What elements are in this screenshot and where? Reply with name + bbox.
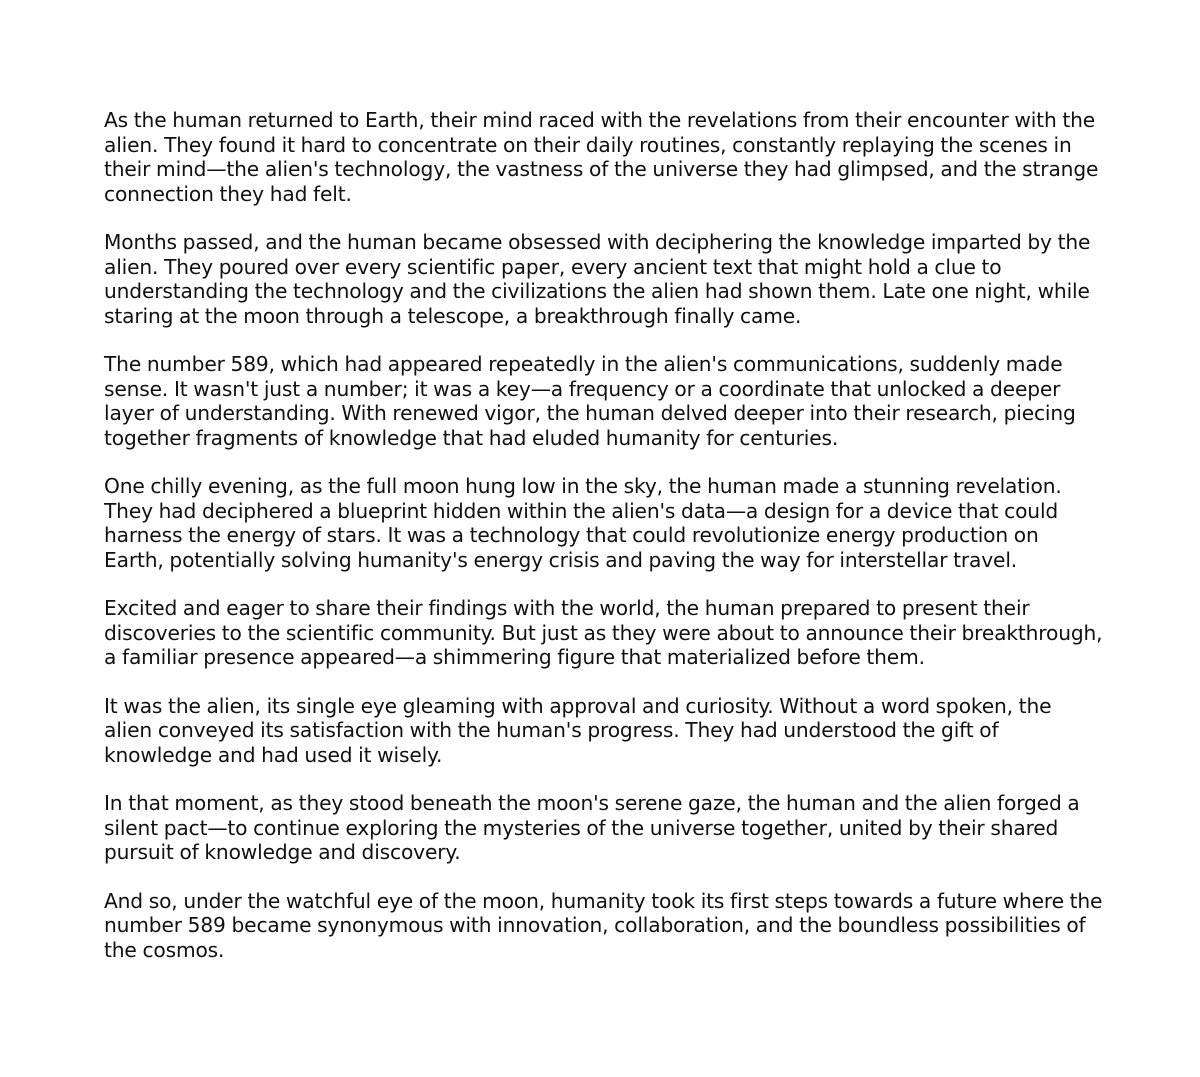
paragraph-6: It was the alien, its single eye gleaming with approval and curiosity. Without a word spoken, the alien conveyed its satisfaction with the human's progress. They had understood the gift of knowledge and had used it wisely. xyxy=(104,693,1052,767)
paragraph-1: As the human returned to Earth, their mind raced with the revelations from their encounter with the alien. They found it hard to concentrate on their daily routines, constantly replaying the scenes in their mind—the alien's technology, the vastness of the universe they had glimpsed, and the strange connection they had felt. xyxy=(104,108,1099,206)
document-body xyxy=(104,108,1104,962)
paragraph-5: Excited and eager to share their findings with the world, the human prepared to present their discoveries to the scientific community. But just as they were about to announce their breakthrough, a familiar presence appeared—a shimmering figure that materialized before them. xyxy=(104,596,1103,669)
paragraph-4: One chilly evening, as the full moon hung low in the sky, the human made a stunning revelation. They had deciphered a blueprint hidden within the alien's data—a design for a device that could harness the energy of stars. It was a technology that could revolutionize energy production on Earth, potentially solving humanity's energy crisis and paving the way for interstellar travel. xyxy=(104,474,1062,572)
paragraph-8: And so, under the watchful eye of the moon, humanity took its first steps towards a future where the number 589 became synonymous with innovation, collaboration, and the boundless possibilities of the cosmos. xyxy=(104,888,1103,962)
paragraph-3: The number 589, which had appeared repeatedly in the alien's communications, suddenly made sense. It wasn't just a number; it was a key—a frequency or a coordinate that unlocked a deeper layer of understanding. With renewed vigor, the human delved deeper into their research, piecing together fragments of knowledge that had eluded humanity for centuries. xyxy=(104,352,1076,450)
paragraph-7: In that moment, as they stood beneath the moon's serene gaze, the human and the alien forged a silent pact—to continue exploring the mysteries of the universe together, united by their shared pursuit of knowledge and discovery. xyxy=(104,791,1080,864)
paragraph-2: Months passed, and the human became obsessed with deciphering the knowledge imparted by the alien. They poured over every scientific paper, every ancient text that might hold a clue to understanding the technology and the civilizations the alien had shown them. Late one night, while staring at the moon through a telescope, a breakthrough finally came. xyxy=(104,230,1091,328)
